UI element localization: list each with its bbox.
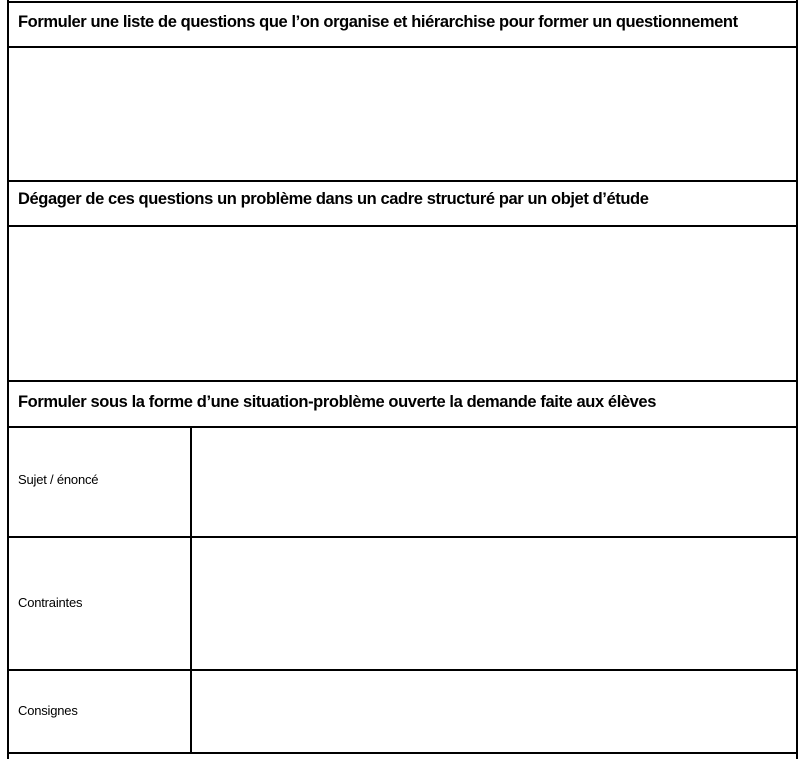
- section-heading-situation-probleme: Formuler sous la forme d’une situation-problème ouverte la demande faite aux élèves: [18, 393, 656, 411]
- row-label-consignes: Consignes: [18, 703, 78, 718]
- section-heading-probleme: Dégager de ces questions un problème dans un cadre structuré par un objet d’étude: [18, 190, 649, 208]
- divider: [8, 1, 798, 3]
- answer-area-consignes[interactable]: [192, 671, 796, 752]
- answer-area-questionnement[interactable]: [9, 48, 796, 180]
- divider: [796, 0, 798, 759]
- row-label-contraintes: Contraintes: [18, 595, 83, 610]
- section-heading-questionnement: Formuler une liste de questions que l’on organise et hiérarchise pour former un questionnement: [18, 13, 738, 31]
- divider: [8, 180, 798, 182]
- answer-area-sujet[interactable]: [192, 428, 796, 536]
- answer-area-probleme[interactable]: [9, 227, 796, 380]
- divider: [8, 380, 798, 382]
- row-label-sujet: Sujet / énoncé: [18, 472, 99, 487]
- answer-area-contraintes[interactable]: [192, 538, 796, 669]
- divider: [8, 752, 798, 754]
